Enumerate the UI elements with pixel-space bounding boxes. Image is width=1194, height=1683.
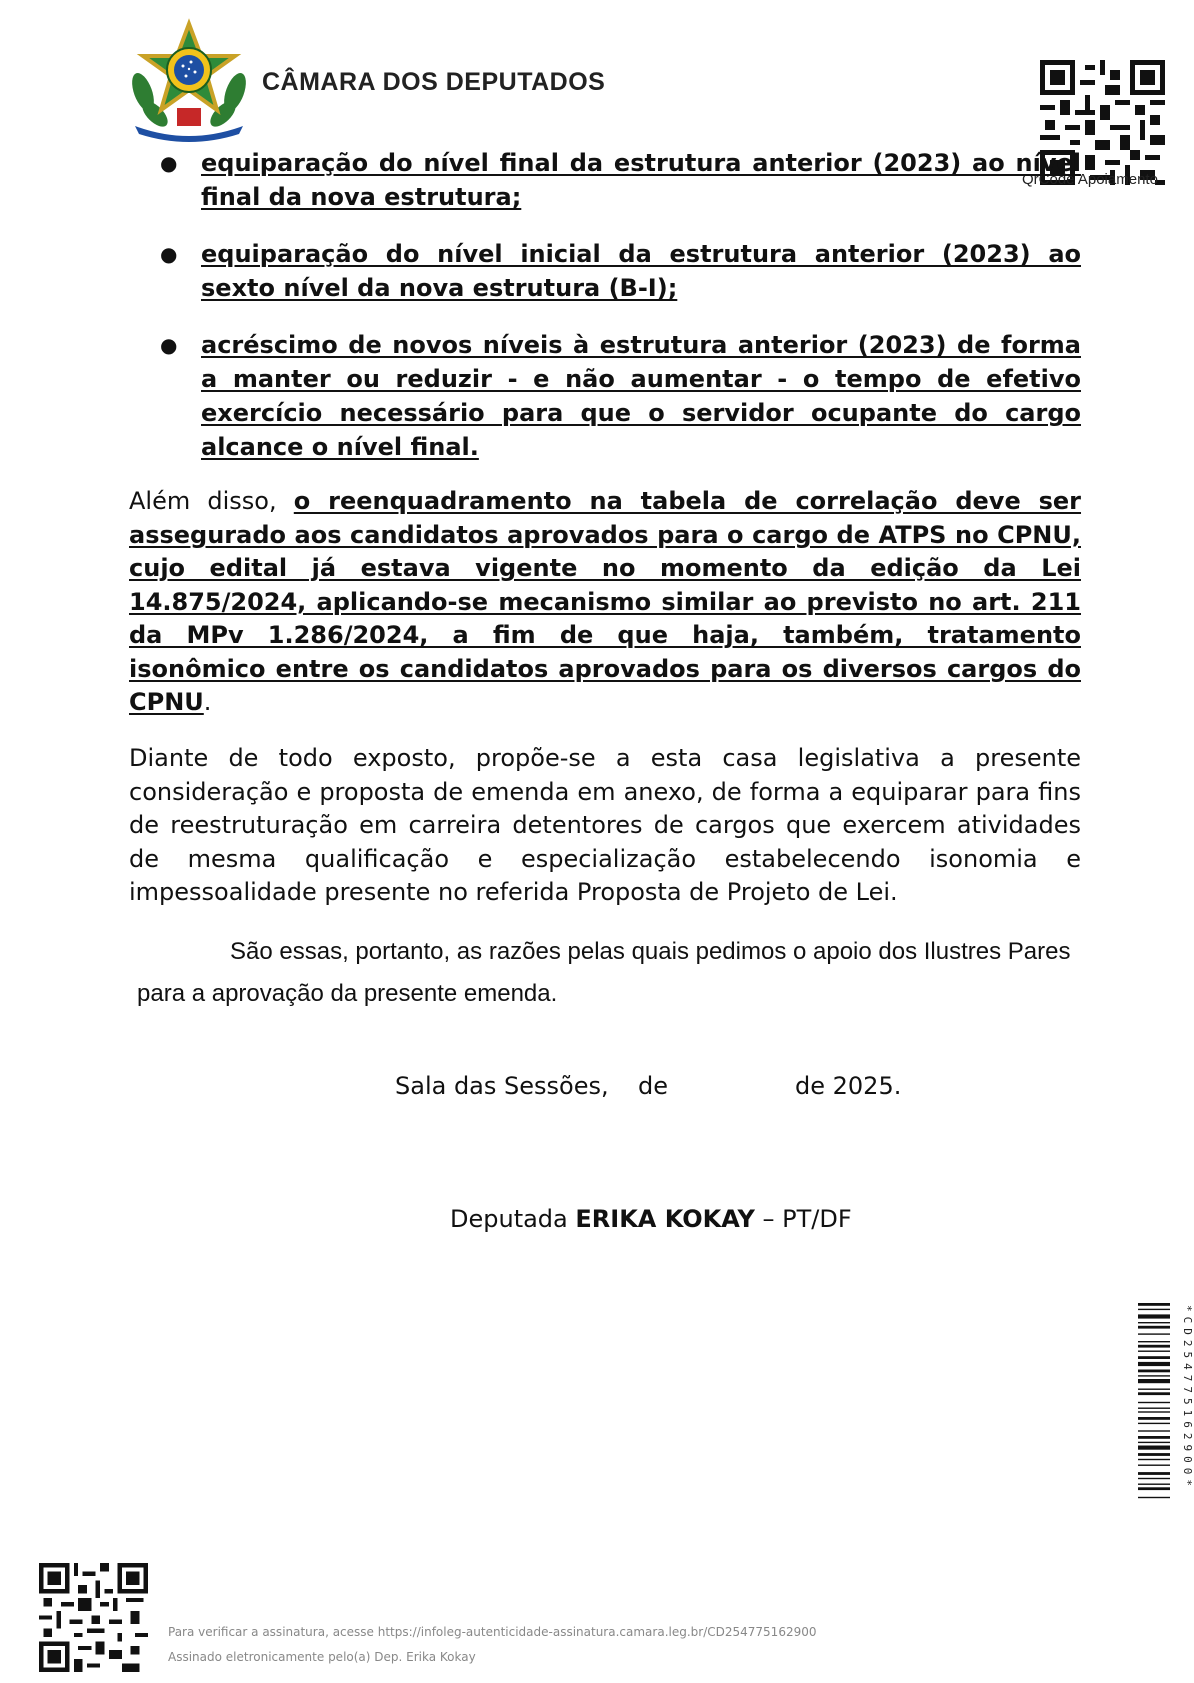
barcode-number: *CD254775162900*	[1181, 1305, 1194, 1491]
signature-name: ERIKA KOKAY	[575, 1205, 755, 1233]
paragraph-lead: Além disso,	[129, 487, 294, 515]
closing-line-2: para a aprovação da presente emenda.	[137, 980, 558, 1007]
list-item-text: acréscimo de novos níveis à estrutura anterior (2023) de forma a manter ou reduzir - e não aumentar - o tempo de efetivo exercício necessário para que o servidor ocupante do cargo alcance o nível final.	[201, 331, 1081, 461]
coat-of-arms-icon	[125, 22, 253, 140]
session-day-de: de	[638, 1072, 668, 1100]
bullet-icon: ●	[160, 242, 178, 266]
list-item-text: equiparação do nível inicial da estrutura anterior (2023) ao sexto nível da nova estrutura (B-I);	[201, 240, 1081, 302]
bullet-icon: ●	[160, 333, 178, 357]
qr-code-verify-icon	[39, 1563, 148, 1672]
paragraph-reenquadramento	[129, 485, 1081, 720]
paragraph-tail: .	[203, 688, 212, 716]
bullet-icon: ●	[160, 151, 178, 175]
session-year: de 2025.	[795, 1072, 902, 1100]
signature-party: – PT/DF	[754, 1205, 852, 1233]
list-item-text: equiparação do nível final da estrutura anterior (2023) ao nível final da nova estrutura;	[201, 149, 1081, 211]
footer-verify-text: Para verificar a assinatura, acesse https://infoleg-autenticidade-assinatura.camara.leg.br/CD254775162900	[168, 1625, 817, 1639]
footer-signed-text: Assinado eletronicamente pelo(a) Dep. Erika Kokay	[168, 1650, 476, 1664]
institution-title: CÂMARA DOS DEPUTADOS	[262, 68, 606, 96]
session-place: Sala das Sessões,	[395, 1072, 609, 1100]
paragraph-proposta: Diante de todo exposto, propõe-se a esta casa legislativa a presente consideração e proposta de emenda em anexo, de forma a equiparar para fins de reestruturação em carreira detentores de cargos que exercem atividades de mesma qualificação e especialização estabelecendo isonomia e impessoalidade presente no referida Proposta de Projeto de Lei.	[129, 744, 1081, 906]
barcode-icon	[1138, 1303, 1176, 1553]
qr-code-caption: QrCode Apoiamento	[1022, 171, 1158, 188]
closing-line-1: São essas, portanto, as razões pelas quais pedimos o apoio dos Ilustres Pares	[230, 938, 1071, 965]
paragraph-emphasis: o reenquadramento na tabela de correlação deve ser assegurado aos candidatos aprovados para o cargo de ATPS no CPNU, cujo edital já estava vigente no momento da edição da Lei 14.875/2024, aplicando-se mecanismo similar ao previsto no art. 211 da MPv 1.286/2024, a fim de que haja, também, tratamento isonômico entre os candidatos aprovados para os diversos cargos do CPNU	[129, 487, 1082, 716]
signature	[450, 1205, 852, 1233]
signature-prefix: Deputada	[450, 1205, 576, 1233]
